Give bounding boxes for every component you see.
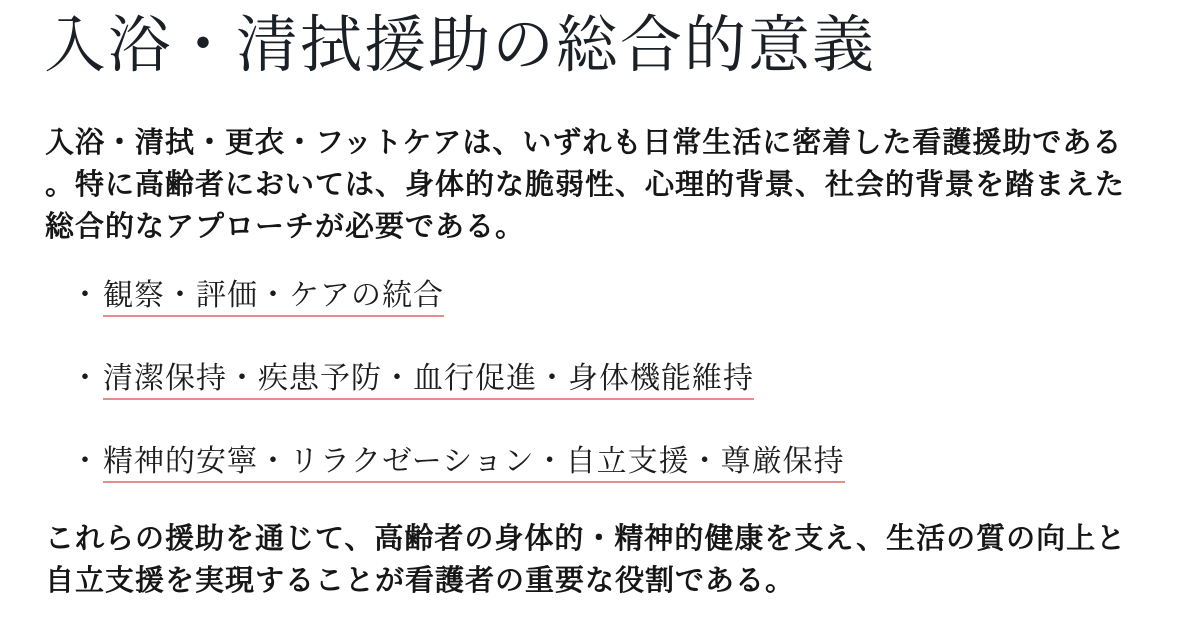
- intro-paragraph: [45, 122, 1125, 248]
- intro-line-2: 。特に高齢者においては、身体的な脆弱性、心理的背景、社会的背景を踏まえた: [45, 169, 1126, 201]
- bullet-text: 清潔保持・疾患予防・血行促進・身体機能維持: [103, 363, 754, 400]
- list-item: [70, 280, 845, 317]
- bullet-text: 観察・評価・ケアの統合: [103, 280, 444, 317]
- bullet-text: 精神的安寧・リラクゼーション・自立支援・尊厳保持: [103, 446, 845, 483]
- bullet-list: [70, 280, 845, 529]
- closing-paragraph: [45, 518, 1126, 602]
- list-item: [70, 446, 845, 483]
- bullet-marker: ・: [70, 445, 101, 478]
- closing-line-2: 自立支援を実現することが看護者の重要な役割である。: [45, 565, 796, 597]
- slide-title: 入浴・清拭援助の総合的意義: [44, 12, 877, 80]
- intro-line-1: 入浴・清拭・更衣・フットケアは、いずれも日常生活に密着した看護援助である: [45, 127, 1123, 159]
- bullet-marker: ・: [70, 362, 101, 395]
- bullet-marker: ・: [70, 279, 101, 312]
- list-item: [70, 363, 845, 400]
- closing-line-1: これらの援助を通じて、高齢者の身体的・精神的健康を支え、生活の質の向上と: [45, 523, 1127, 555]
- intro-line-3: 総合的なアプローチが必要である。: [45, 211, 526, 243]
